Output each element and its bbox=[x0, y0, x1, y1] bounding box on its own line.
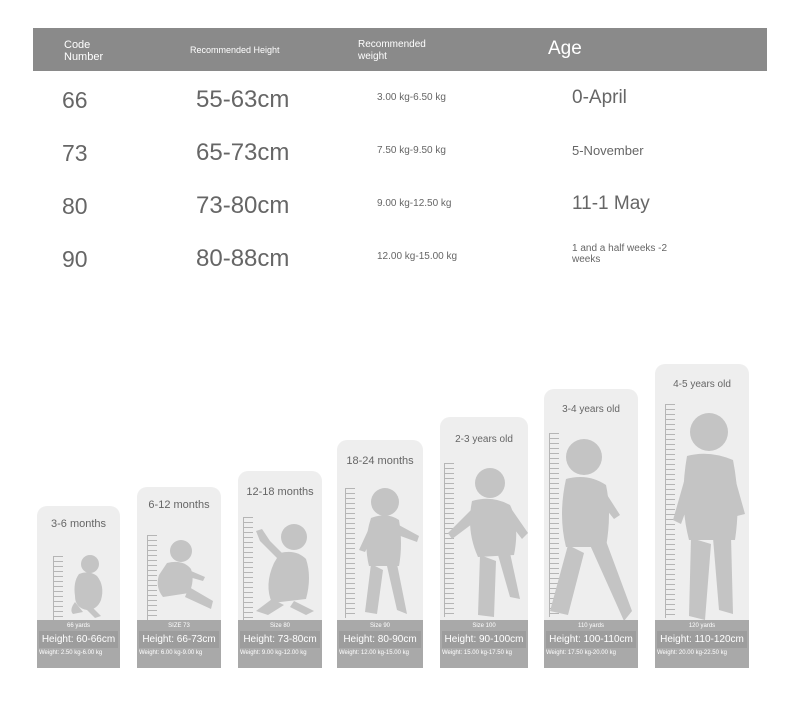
size-card-2-3-years bbox=[440, 417, 528, 668]
row-weight: 7.50 kg-9.50 kg bbox=[377, 145, 446, 156]
height-ruler bbox=[53, 556, 63, 620]
child-silhouette-icon bbox=[444, 463, 528, 619]
card-weight: Weight: 9.00 kg-12.00 kg bbox=[240, 650, 307, 656]
card-age-label: 3-4 years old bbox=[562, 404, 620, 415]
row-height: 55-63cm bbox=[196, 86, 290, 113]
card-weight: Weight: 2.50 kg-6.00 kg bbox=[39, 650, 103, 656]
size-card-6-12-months bbox=[137, 487, 221, 668]
row-height: 80-88cm bbox=[196, 245, 290, 272]
size-card-18-24-months bbox=[337, 440, 423, 668]
row-weight: 3.00 kg-6.50 kg bbox=[377, 92, 446, 103]
card-age-label: 12-18 months bbox=[246, 486, 314, 498]
baby-silhouette-icon bbox=[67, 552, 109, 620]
row-weight: 12.00 kg-15.00 kg bbox=[377, 251, 458, 262]
toddler-silhouette-icon bbox=[355, 484, 421, 618]
card-footer bbox=[440, 620, 528, 668]
card-size-label: SIZE 73 bbox=[168, 623, 190, 629]
row-height: 73-80cm bbox=[196, 192, 290, 219]
card-age-label: 4-5 years old bbox=[673, 379, 731, 390]
header-recommended-height: Recommended Height bbox=[190, 45, 280, 55]
card-size-label: 120 yards bbox=[688, 623, 716, 629]
card-age-label: 18-24 months bbox=[346, 455, 414, 467]
card-footer bbox=[544, 620, 638, 668]
card-footer bbox=[238, 620, 322, 668]
card-size-label: Size 90 bbox=[369, 623, 390, 629]
card-size-label: Size 80 bbox=[269, 623, 290, 629]
row-age: 1 and a half weeks -2 weeks bbox=[572, 243, 668, 265]
card-size-label: 66 yards bbox=[66, 623, 90, 629]
card-height: Height: 100-110cm bbox=[546, 631, 636, 648]
header-recommended-weight: Recommended weight bbox=[358, 39, 426, 62]
card-height: Height: 66-73cm bbox=[139, 631, 219, 648]
size-card-3-6-months bbox=[37, 506, 120, 668]
card-age-label: 2-3 years old bbox=[455, 434, 513, 445]
child-silhouette-icon bbox=[550, 435, 634, 621]
row-age: 0-April bbox=[572, 87, 627, 108]
card-footer bbox=[37, 620, 120, 668]
row-age: 11-1 May bbox=[572, 193, 650, 214]
card-age-label: 6-12 months bbox=[148, 499, 210, 511]
card-weight: Weight: 12.00 kg-15.00 kg bbox=[339, 650, 409, 656]
card-size-label: 110 yards bbox=[578, 623, 604, 629]
header-code-number: Code Number bbox=[64, 39, 104, 63]
card-footer bbox=[655, 620, 749, 668]
row-code: 90 bbox=[62, 246, 88, 272]
toddler-silhouette-icon bbox=[250, 519, 320, 615]
card-height: Height: 110-120cm bbox=[657, 631, 747, 648]
row-height: 65-73cm bbox=[196, 139, 290, 166]
card-weight: Weight: 20.00 kg-22.50 kg bbox=[657, 650, 727, 656]
card-height: Height: 90-100cm bbox=[442, 631, 526, 648]
row-weight: 9.00 kg-12.50 kg bbox=[377, 198, 452, 209]
row-code: 80 bbox=[62, 193, 88, 219]
row-code: 66 bbox=[62, 87, 88, 113]
row-code: 73 bbox=[62, 140, 88, 166]
card-height: Height: 73-80cm bbox=[240, 631, 320, 648]
card-age-label: 3-6 months bbox=[50, 518, 107, 530]
card-weight: Weight: 15.00 kg-17.50 kg bbox=[442, 650, 512, 656]
card-weight: Weight: 17.50 kg-20.00 kg bbox=[546, 650, 616, 656]
baby-silhouette-icon bbox=[153, 537, 215, 613]
height-ruler bbox=[345, 488, 355, 618]
size-card-4-5-years bbox=[655, 364, 749, 668]
card-footer bbox=[337, 620, 423, 668]
card-height: Height: 60-66cm bbox=[39, 631, 118, 648]
child-silhouette-icon bbox=[671, 410, 745, 622]
size-card-12-18-months bbox=[238, 471, 322, 668]
header-age: Age bbox=[548, 38, 582, 59]
size-card-3-4-years bbox=[544, 389, 638, 668]
card-weight: Weight: 6.00 kg-9.00 kg bbox=[139, 650, 203, 656]
card-footer bbox=[137, 620, 221, 668]
card-size-label: Size 100 bbox=[472, 623, 496, 629]
card-height: Height: 80-90cm bbox=[339, 631, 421, 648]
row-age: 5-November bbox=[572, 143, 644, 158]
